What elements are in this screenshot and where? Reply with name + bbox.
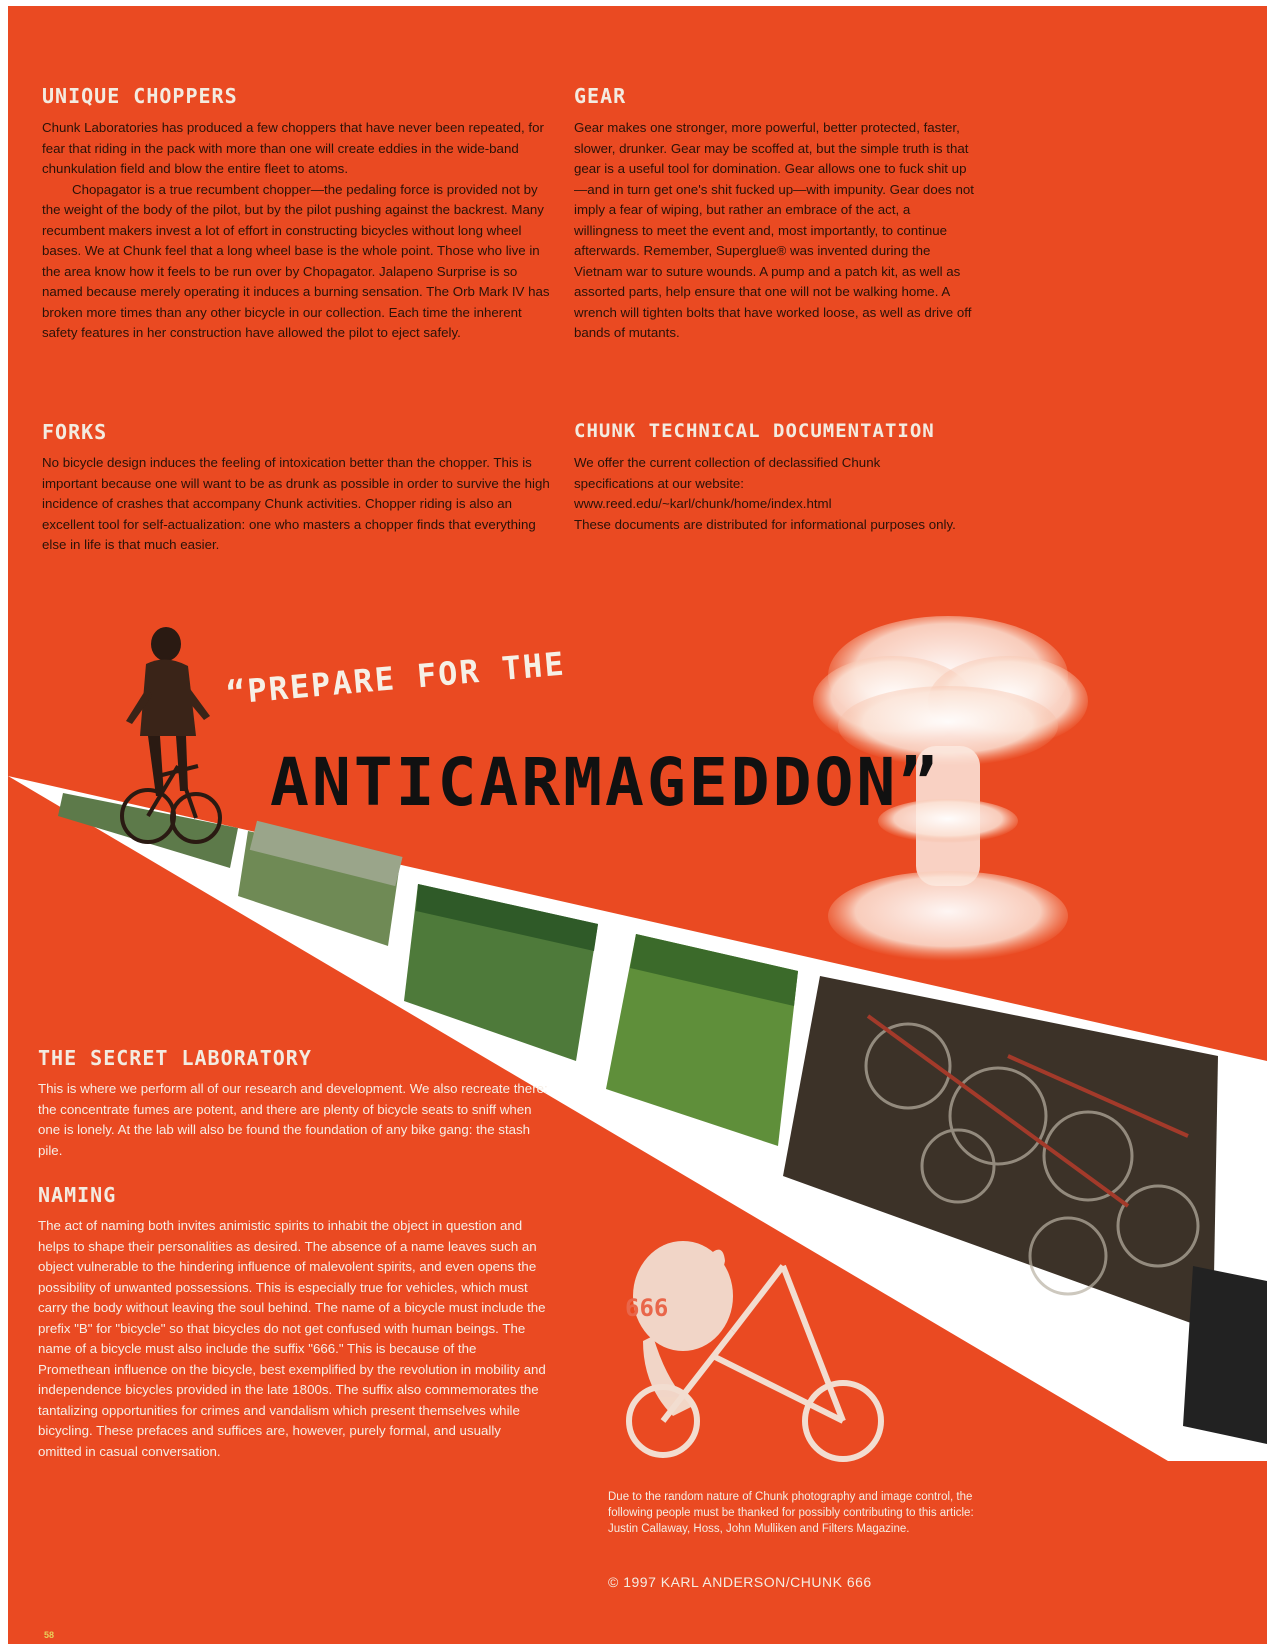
number-666-label: 666 xyxy=(625,1294,669,1322)
secret-laboratory-text: This is where we perform all of our research and development. We also recreate there: the concentrate fumes are potent, and there are plenty of bicycle seats to sniff when one is lonely. At the lab will also be found the foundation of any bike gang: the stash pile. xyxy=(38,1081,548,1158)
gear-text: Gear makes one stronger, more powerful, better protected, faster, slower, drunker. Gear may be scoffed at, but the simple truth is that gear is a useful tool for domination. Gear allows one to fuck shit up—and in turn get one's shit fucked up—with impunity. Gear does not imply a fear of wiping, but rather an embrace of the act, a willingness to meet the event and, most importantly, to continue afterwards. Remember, Superglue® was invented during the Vietnam war to suture wounds. A pump and a patch kit, as well as assorted parts, help ensure that one will not be walking home. A wrench will tighten bolts that have worked loose, as well as drive off bands of mutants. xyxy=(574,120,974,340)
chopper-666-illustration xyxy=(613,1236,913,1476)
unique-choppers-paragraph-2: Chopagator is a true recumbent chopper—the pedaling force is provided not by the weight of the body of the pilot, but by the pilot pushing against the backrest. Many recumbent makers invest a lot of effort in constructing bicycles without long wheel bases. We at Chunk feel that a long wheel base is the whole point. Those who live in the area know how it feels to be run over by Chopagator. Jalapeno Surprise is so named because merely operating it induces a burning sensation. The Orb Mark IV has broken more times than any other bicycle in our collection. Each time the inherent safety features in her construction have allowed the pilot to eject safely. xyxy=(42,181,550,340)
unique-choppers-paragraph-1: Chunk Laboratories has produced a few choppers that have never been repeated, for fear that riding in the pack with more than one will create eddies in the wide-band chunkulation field and blow the entire fleet to atoms. xyxy=(42,120,544,176)
naming-text: The act of naming both invites animistic spirits to inhabit the object in question and helps to shape their personalities as desired. The absence of a name leaves such an object vulnerable to the hindering influence of malevolent spirits, and even opens the possibility of unwanted possessions. This is especially true for vehicles, which must carry the body without leaving the soul behind. The name of a bicycle must include the prefix "B" for "bicycle" so that bicycles do not get confused with human beings. The name of a bicycle must also include the suffix "666." This is because of the Promethean influence on the bicycle, best exemplified by the revolution in mobility and independence bicycles provided in the late 1800s. The suffix also commemorates the tantalizing opportunities for crimes and vandalism which present themselves while bicycling. These prefaces and suffices are, however, purely formal, and usually omitted in casual conversation. xyxy=(38,1218,546,1459)
heading-unique-choppers: UNIQUE CHOPPERS xyxy=(42,84,238,108)
heading-secret-laboratory: THE SECRET LABORATORY xyxy=(38,1046,312,1070)
tech-docs-url: www.reed.edu/~karl/chunk/home/index.html xyxy=(574,496,832,511)
heading-naming: NAMING xyxy=(38,1183,117,1207)
forks-text: No bicycle design induces the feeling of intoxication better than the chopper. This is important because one will want to be as drunk as possible in order to survive the high incidence of crashes that accompany Chunk activities. Chopper riding is also an excellent tool for self-actualization: one who masters a chopper finds that everything else in life is that much easier. xyxy=(42,455,550,552)
heading-tech-docs: CHUNK TECHNICAL DOCUMENTATION xyxy=(574,420,935,442)
magazine-page xyxy=(8,6,1267,1644)
masked-cyclist-figure xyxy=(118,626,228,851)
page-number: 58 xyxy=(44,1630,55,1640)
heading-gear: GEAR xyxy=(574,84,627,108)
copyright-notice: © 1997 KARL ANDERSON/CHUNK 666 xyxy=(608,1574,872,1590)
tech-docs-line-1: We offer the current collection of declassified Chunk specifications at our website: xyxy=(574,455,881,491)
headline-prefix: “PREPARE FOR THE xyxy=(224,644,567,712)
headline-main: ANTICARMAGEDDON” xyxy=(270,744,941,821)
heading-forks: FORKS xyxy=(42,420,108,444)
tech-docs-line-2: These documents are distributed for informational purposes only. xyxy=(574,516,956,532)
photo-credits: Due to the random nature of Chunk photography and image control, the following people must be thanked for possibly contributing to this article: Justin Callaway, Hoss, John Mulliken and Filters Magazine. xyxy=(608,1491,974,1535)
